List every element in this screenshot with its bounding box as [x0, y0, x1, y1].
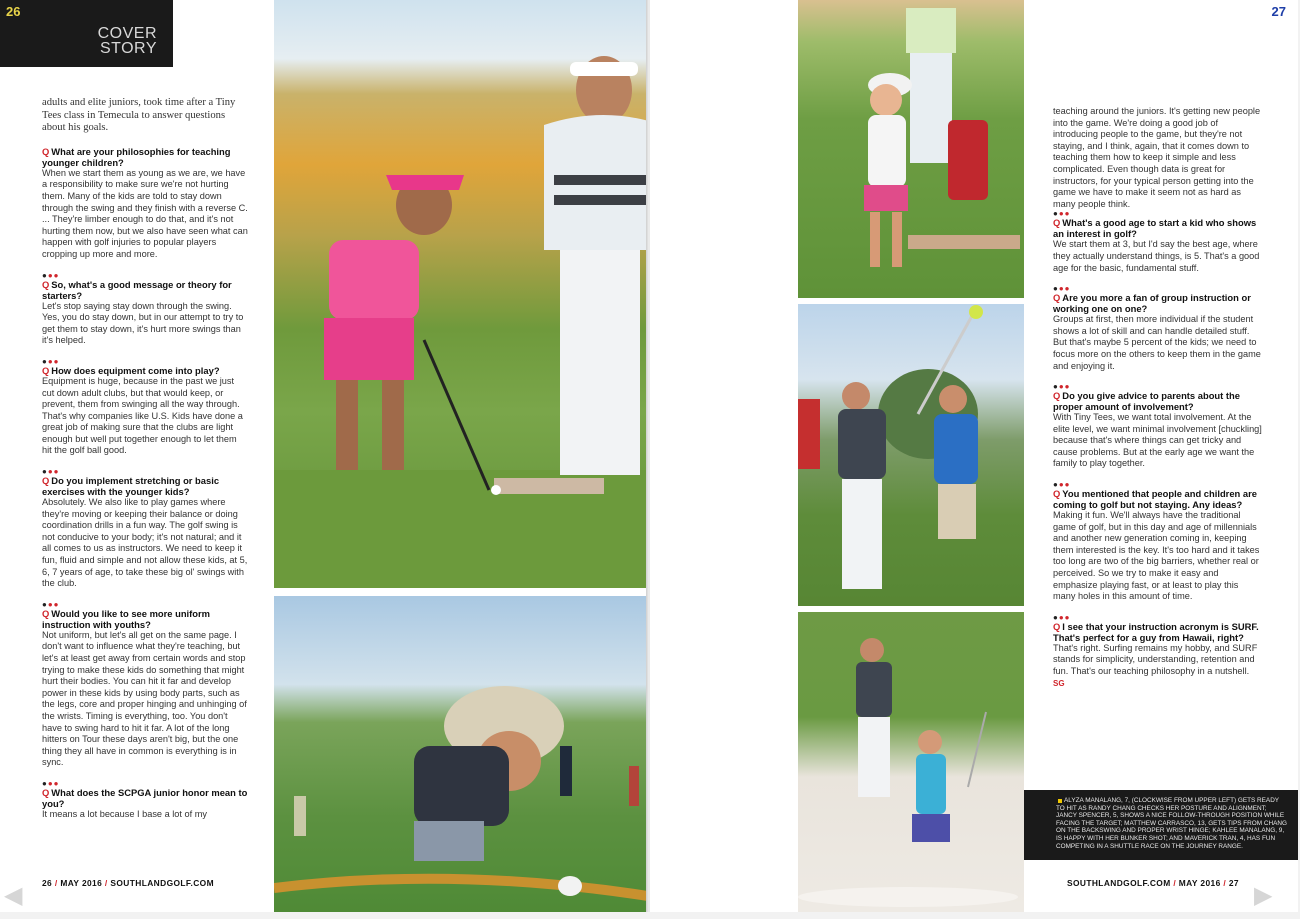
girl-leg [382, 380, 404, 470]
girl-visor [386, 175, 464, 190]
instructor-trousers [858, 717, 890, 797]
answer: Making it fun. We'll always have the traditional game of golf, but in this day and age of millennials and another new generation coming in, keeping them interested is the key. It's too hard and it takes too long are two of the big barriers, whether real or perceived. So we try to make it easy and emphasize playing fast, or at least to play this many holes in this amount of time. [1053, 510, 1260, 602]
qa-block [42, 146, 248, 261]
question-marker: Q [1053, 390, 1061, 402]
background-child [629, 766, 639, 806]
instructor-shirt [838, 409, 886, 479]
photo-girl-bunker-shot-illustration [798, 612, 1024, 912]
golf-bag [948, 120, 988, 200]
ball-tray [908, 235, 1020, 249]
girl-skirt [864, 185, 908, 211]
instructor-head [860, 638, 884, 662]
section-dots-icon: ●●● [1053, 382, 1071, 392]
question: Q Would you like to see more uniform instruction with youths? [42, 607, 210, 630]
question: Q What are your philosophies for teaching younger children? [42, 145, 231, 168]
answer: That's right. Surfing remains my hobby, and SURF stands for simplicity, understanding, retention and fun. That's our teaching philosophy in a nutshell. SG [1053, 642, 1258, 688]
photo-girl-with-instructor [274, 0, 648, 588]
question: Q How does equipment come into play? [42, 364, 220, 376]
answer: Absolutely. We also like to play games where they're moving or keeping their balance or doing coordination drills in a fun way. The golf swing is not conducive to your body; it's not natural; and it all comes to us as instructors. We need to keep it fun, fluid and simple and not allow these kids, at 5, 6, 7 years of age, to take these big ol' swings with the club. [42, 497, 248, 589]
answer: When we start them as young as we are, we have a responsibility to make sure we're not hurting them. Many of the kids are told to stay down through the swing and they finish with a reverse C. ... They're limber enough to do that, and it's not hurting them now, but we also have seen what can happen with golf injuries to popular players cropping up more and more. [42, 167, 248, 259]
answer: Groups at first, then more individual if the student shows a lot of skill and can handle detailed stuff. But that's maybe 5 percent of the kids; we need to focus more on the others to keep them in the game and enjoying it. [1053, 314, 1261, 371]
question-marker: Q [42, 475, 50, 487]
girl-leg [336, 380, 358, 470]
girl-skirt [324, 318, 414, 380]
instructor-shirt [856, 662, 892, 717]
section-dots-icon: ●●● [42, 467, 60, 477]
next-page-arrow-icon[interactable]: ▶ [1254, 882, 1273, 909]
question-marker: Q [42, 607, 50, 619]
girl-leg [870, 212, 880, 267]
question-marker: Q [42, 786, 50, 798]
previous-page-arrow-icon[interactable]: ◀ [4, 882, 23, 909]
page-number-right: 27 [1271, 4, 1286, 19]
section-dots-icon: ●●● [42, 778, 60, 788]
question-marker: Q [1053, 488, 1061, 500]
qa-block [1053, 614, 1263, 689]
answer: It means a lot because I base a lot of my [42, 808, 207, 819]
golf-ball [491, 485, 501, 495]
section-dots-icon: ●●● [1053, 284, 1071, 294]
qa-block [42, 272, 248, 347]
golf-ball [558, 876, 582, 896]
section-label: COVER STORY [97, 25, 157, 57]
instructor-trousers [560, 250, 640, 475]
photo-girl-with-instructor-illustration [274, 0, 648, 588]
answer: We start them at 3, but I'd say the best age, where they actually understand things, is 5. That's a good age for the basic, fundamental stuff. [1053, 239, 1260, 273]
girl-shirt [916, 754, 946, 814]
qa-block [42, 468, 248, 590]
qa-block [42, 601, 248, 769]
section-dots-icon: ●●● [42, 599, 60, 609]
question: Q You mentioned that people and children are coming to golf but not staying. Any ideas? [1053, 488, 1257, 511]
girl-skirt [912, 814, 950, 842]
boy-shirt [934, 414, 978, 484]
golf-club [968, 712, 986, 787]
question: Q Are you more a fan of group instruction or working one on one? [1053, 292, 1251, 315]
photo-boy-backswing [798, 304, 1024, 606]
question-marker: Q [42, 278, 50, 290]
adult-shirt [906, 8, 956, 53]
club-head [969, 305, 983, 319]
page-number-left: 26 [6, 4, 21, 19]
hitting-mat [494, 478, 604, 494]
lead-paragraph: teaching around the juniors. It's getting new people into the game. We're doing a good job of introducing people to the game, but they're not staying, and I think, again, that it comes down to teaching them how to keep it simple and less complicated. Even though data is great for instructors, for your typical person getting into the game we have to make it seem not as hard as many people think. [1053, 106, 1261, 209]
question: Q Do you implement stretching or basic exercises with the younger kids? [42, 475, 220, 498]
boy-shirt [414, 746, 509, 826]
right-text-column [1053, 106, 1263, 700]
question: Q So, what's a good message or theory for starters? [42, 278, 232, 301]
right-footer: SOUTHLANDGOLF.COM / MAY 2016 / 27 [1067, 878, 1239, 888]
girl-face [870, 84, 902, 116]
section-dots-icon: ●●● [42, 356, 60, 366]
qa-block [42, 780, 248, 821]
answer: Not uniform, but let's all get on the same page. I don't want to influence what they're teaching, but let's at least get away from certain words and stop trying to make these kids do something that might hurt their bodies. You can hit it far and develop power in these kids by using body parts, such as the legs, core and proper hinging and unhinging of the wrists. Timing is everything, too. You don't have to swing hard to hit it far. A lot of the long hitters on Tour these days aren't big, but the one thing they all have in common is everything is in sync. [42, 629, 247, 768]
question-marker: Q [42, 364, 50, 376]
qa-block [1053, 383, 1263, 470]
question: Q What does the SCPGA junior honor mean to you? [42, 786, 248, 809]
qa-block [42, 358, 248, 457]
photo-girl-follow-through [798, 0, 1024, 298]
left-footer: 26 / MAY 2016 / SOUTHLANDGOLF.COM [42, 878, 214, 888]
photo-boy-shuttle-race [274, 596, 648, 912]
answer: Let's stop saying stay down through the swing. Yes, you do stay down, but in our attempt to try to get them to stay down, it's hurt more swings than it's helped. [42, 300, 244, 346]
photo-girl-follow-through-illustration [798, 0, 1024, 298]
adult-trousers [910, 53, 952, 163]
section-dots-icon: ●●● [1053, 480, 1071, 490]
girl-leg [892, 212, 902, 267]
boy-head [939, 385, 967, 413]
left-text-column [42, 97, 248, 832]
photo-boy-backswing-illustration [798, 304, 1024, 606]
right-page [650, 0, 1298, 912]
bunker-sand [798, 887, 1018, 907]
photo-caption: ALYZA MANALANG, 7, (CLOCKWISE FROM UPPER LEFT) GETS READY TO HIT AS RANDY CHANG CHECKS HER POSTURE AND ALIGNMENT; JANCY SPENCER, 5, SHOWS A NICE FOLLOW-THROUGH POSITION WHILE FACING THE TARGET; MATTHEW CARRASCO, 13, GETS TIPS FROM CHANG ON THE BACKSWING AND PROPER WRIST HINGE; KAHLEE MANALANG, 9, IS HAPPY WITH HER BUNKER SHOT; AND MAVERICK TRAN, 4, HAS FUN COMPETING IN A SHUTTLE RACE ON THE JOURNEY RANGE. [1024, 790, 1298, 860]
question-marker: Q [1053, 292, 1061, 304]
section-dots-icon: ●●● [1053, 209, 1071, 219]
background-adult [294, 796, 306, 836]
girl-shirt [329, 240, 419, 320]
boy-shorts [938, 484, 976, 539]
qa-block [1053, 285, 1263, 372]
instructor-visor [570, 62, 638, 76]
background-child [560, 746, 572, 796]
instructor-head [842, 382, 870, 410]
section-dots-icon: ●●● [42, 270, 60, 280]
tent [798, 399, 820, 469]
golf-club [424, 340, 489, 490]
qa-block [1053, 481, 1263, 603]
girl-shirt [868, 115, 906, 187]
question-marker: Q [1053, 217, 1061, 229]
question-marker: Q [42, 145, 50, 157]
question: Q What's a good age to start a kid who shows an interest in golf? [1053, 217, 1257, 240]
girl-head [918, 730, 942, 754]
qa-block [1053, 210, 1263, 274]
shirt-stripe [554, 175, 648, 185]
intro-paragraph: adults and elite juniors, took time after a Tiny Tees class in Temecula to answer questions about his goals. [42, 97, 236, 134]
question-marker: Q [1053, 620, 1061, 632]
shirt-stripe [554, 195, 648, 205]
caption-bullet-icon [1058, 799, 1062, 803]
rope [274, 879, 648, 896]
cover-story-tab [0, 0, 173, 67]
section-dots-icon: ●●● [1053, 612, 1071, 622]
end-mark: SG [1053, 678, 1065, 688]
left-page [0, 0, 648, 912]
question: Q Do you give advice to parents about the proper amount of involvement? [1053, 390, 1240, 413]
answer: With Tiny Tees, we want total involvement. At the elite level, we want minimal involvement [chuckling] because that's where things can get tricky and cause problems. But at the early age we want the family to play together. [1053, 412, 1262, 469]
boy-shorts [414, 821, 484, 861]
photo-girl-bunker-shot [798, 612, 1024, 912]
photo-boy-shuttle-race-illustration [274, 596, 648, 912]
instructor-trousers [842, 479, 882, 589]
question: Q I see that your instruction acronym is SURF. That's perfect for a guy from Hawaii, right? [1053, 620, 1259, 643]
answer: Equipment is huge, because in the past we just cut down adult clubs, but that would keep, or prevent, them from swinging all the way through. That's why companies like U.S. Kids have done a great job of making sure that the clubs are light enough but well put together enough to let them hit the golf ball good. [42, 375, 243, 456]
